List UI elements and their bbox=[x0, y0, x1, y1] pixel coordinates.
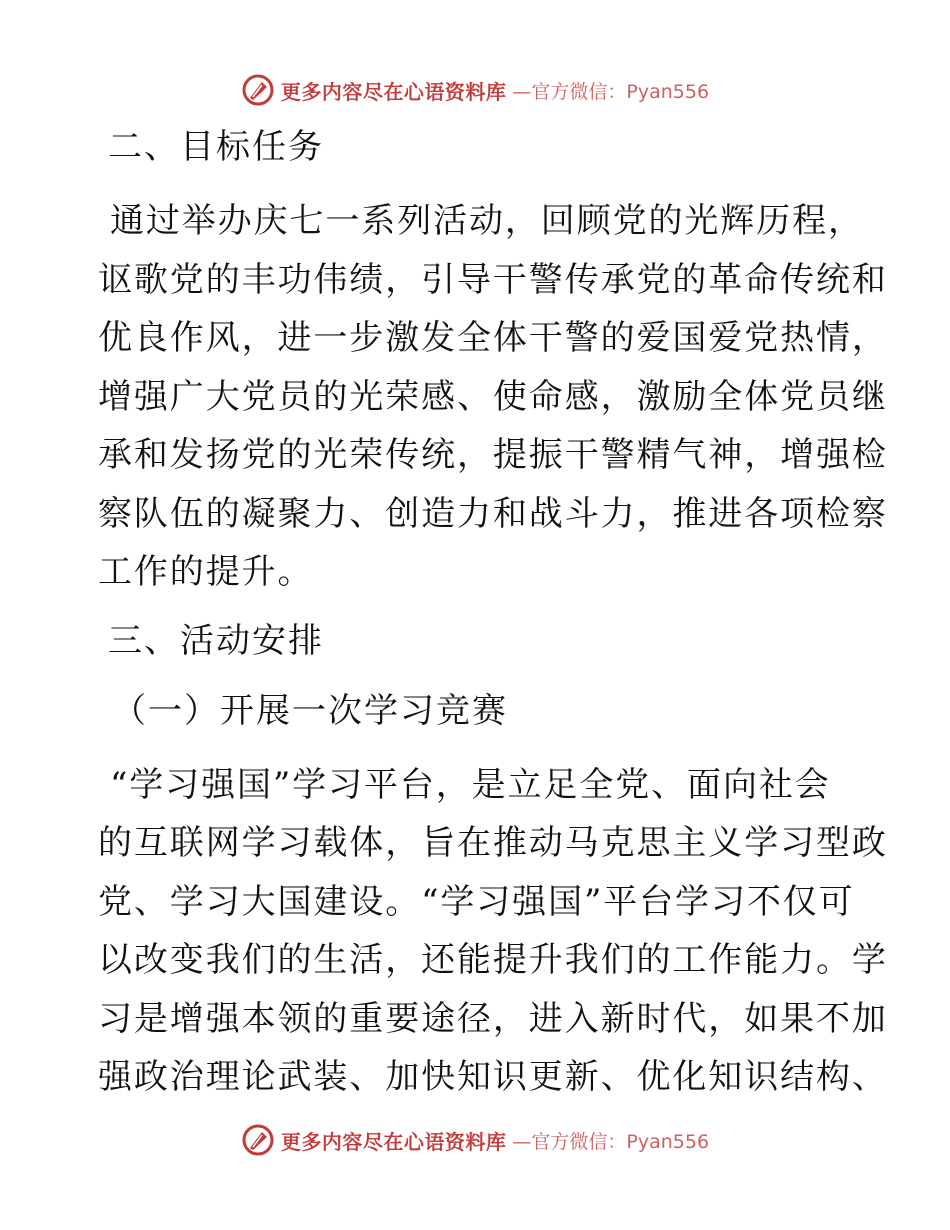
watermark-wechat-text: —官方微信：Pyan556 bbox=[512, 1130, 710, 1153]
paragraph-line: 增强广大党员的光荣感、使命感，激励全体党员继 bbox=[98, 376, 888, 417]
paragraph-line: 强政治理论武装、加快知识更新、优化知识结构、 bbox=[98, 1057, 888, 1097]
paragraph-line: 以改变我们的生活，还能提升我们的工作能力。学 bbox=[98, 940, 888, 980]
paragraph-line: 通过举办庆七一系列活动，回顾党的光辉历程， bbox=[110, 201, 864, 241]
paragraph-goals bbox=[98, 192, 888, 602]
section-heading-arrangement: 三、活动安排 bbox=[108, 620, 324, 661]
footer-watermark bbox=[0, 1122, 950, 1158]
paragraph-line: 习是增强本领的重要途径，进入新时代，如果不加 bbox=[98, 998, 888, 1039]
pen-nib-logo-icon bbox=[241, 73, 275, 107]
watermark-main-text: 更多内容尽在心语资料库 bbox=[280, 79, 507, 104]
paragraph-line: 党、学习大国建设。“学习强国”平台学习不仅可 bbox=[98, 881, 855, 922]
paragraph-line: 讴歌党的丰功伟绩，引导干警传承党的革命传统和 bbox=[98, 259, 888, 300]
paragraph-line: 察队伍的凝聚力、创造力和战斗力，推进各项检察 bbox=[98, 493, 888, 534]
watermark-main-text: 更多内容尽在心语资料库 bbox=[280, 1129, 507, 1154]
paragraph-line: 的互联网学习载体，旨在推动马克思主义学习型政 bbox=[98, 823, 888, 863]
paragraph-line: 工作的提升。 bbox=[98, 552, 314, 592]
pen-nib-logo-icon bbox=[241, 1123, 275, 1157]
paragraph-study-platform bbox=[98, 756, 888, 1107]
subsection-heading-study-contest: （一）开展一次学习竞赛 bbox=[112, 690, 508, 731]
paragraph-line: 承和发扬党的光荣传统，提振干警精气神，增强检 bbox=[98, 435, 888, 475]
watermark-wechat-text: —官方微信：Pyan556 bbox=[512, 80, 710, 103]
paragraph-line: 优良作风，进一步激发全体干警的爱国爱党热情， bbox=[98, 318, 888, 358]
header-watermark bbox=[0, 72, 950, 108]
paragraph-line: “学习强国”学习平台，是立足全党、面向社会 bbox=[110, 764, 831, 805]
document-body bbox=[98, 124, 888, 1107]
section-heading-goals: 二、目标任务 bbox=[108, 127, 324, 167]
